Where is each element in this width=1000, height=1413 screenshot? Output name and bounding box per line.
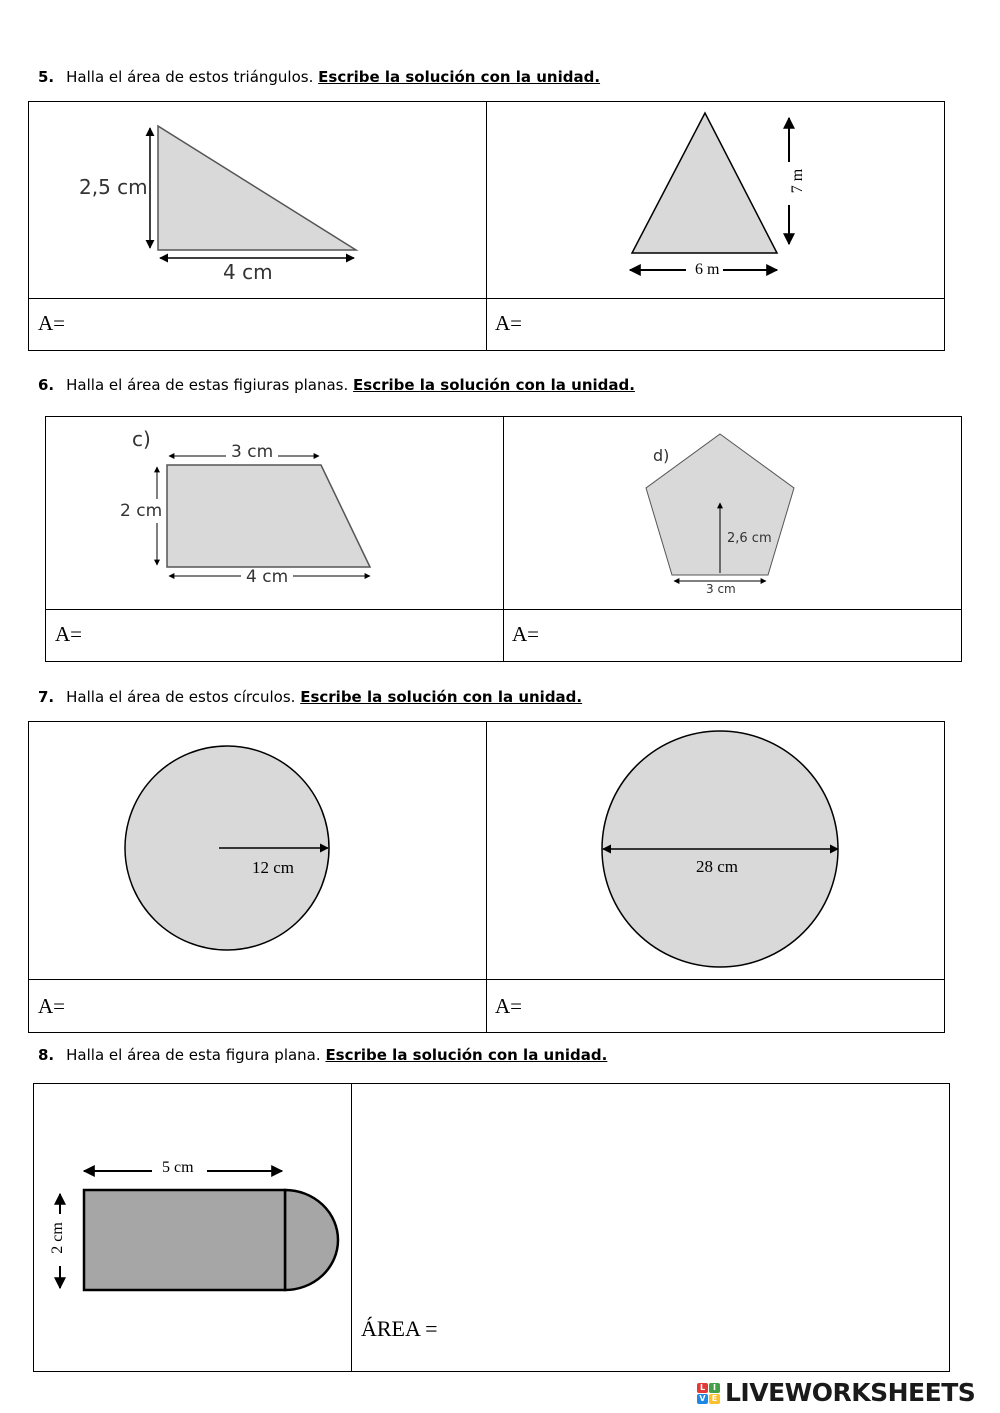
question-7-table: [28, 721, 945, 1033]
question-7-heading: [38, 688, 582, 706]
bottom-label: 4 cm: [246, 567, 289, 587]
table-divider: [46, 609, 961, 610]
table-divider: [29, 979, 944, 980]
logo-letter: I: [709, 1383, 720, 1393]
question-emphasis: Escribe la solución con la unidad.: [318, 68, 601, 86]
composite-figure: [34, 1084, 351, 1373]
question-text: Halla el área de estas figiuras planas.: [66, 376, 349, 394]
height-label: 2 cm: [49, 1222, 66, 1254]
question-5-table: [28, 101, 945, 351]
triangle-shape: [632, 113, 777, 253]
question-8-heading: [38, 1046, 607, 1064]
logo-text: LIVEWORKSHEETS: [725, 1378, 976, 1407]
figure-tag: c): [132, 427, 151, 451]
circle-radius-figure: [29, 722, 486, 979]
apothem-label: 2,6 cm: [727, 531, 772, 546]
question-text: Halla el área de esta figura plana.: [66, 1046, 321, 1064]
question-text: Halla el área de estos triángulos.: [66, 68, 314, 86]
top-label: 3 cm: [231, 442, 274, 462]
question-8-table: [33, 1083, 950, 1372]
question-number: 5.: [38, 68, 55, 86]
triangle-shape: [158, 126, 356, 250]
table-divider: [29, 298, 944, 299]
trapezoid-shape: [167, 465, 370, 567]
base-label: 4 cm: [223, 260, 273, 284]
question-emphasis: Escribe la solución con la unidad.: [353, 376, 635, 394]
question-text: Halla el área de estos círculos.: [66, 688, 296, 706]
logo-letter: L: [697, 1383, 708, 1393]
height-label: 2,5 cm: [79, 175, 148, 199]
diameter-label: 28 cm: [696, 857, 739, 876]
answer-field-right[interactable]: A=: [512, 622, 540, 646]
question-emphasis: Escribe la solución con la unidad.: [300, 688, 583, 706]
question-number: 8.: [38, 1046, 55, 1064]
question-6-heading: [38, 376, 635, 394]
question-6-table: [45, 416, 962, 662]
liveworksheets-logo: [697, 1378, 993, 1408]
table-divider: [351, 1084, 352, 1371]
side-label: 3 cm: [706, 582, 736, 596]
figure-tag: d): [653, 446, 670, 465]
question-number: 6.: [38, 376, 55, 394]
width-label: 5 cm: [162, 1159, 194, 1176]
height-label: 7 m: [789, 168, 806, 194]
answer-field-right[interactable]: A=: [495, 994, 523, 1018]
logo-letter: E: [709, 1394, 720, 1404]
logo-letter: V: [697, 1394, 708, 1404]
answer-field-left[interactable]: A=: [38, 311, 66, 335]
area-answer-field[interactable]: ÁREA =: [361, 1316, 438, 1341]
pentagon-figure: [503, 417, 963, 609]
semicircle-shape: [285, 1190, 338, 1290]
question-emphasis: Escribe la solución con la unidad.: [325, 1046, 608, 1064]
logo-icon: [697, 1383, 721, 1405]
height-label: 2 cm: [120, 501, 163, 521]
answer-field-right[interactable]: A=: [495, 311, 523, 335]
answer-field-left[interactable]: A=: [38, 994, 66, 1018]
answer-field-left[interactable]: A=: [55, 622, 83, 646]
question-5-heading: [38, 68, 600, 86]
base-label: 6 m: [695, 261, 720, 278]
question-number: 7.: [38, 688, 55, 706]
rectangle-shape: [84, 1190, 285, 1290]
radius-label: 12 cm: [252, 858, 295, 877]
circle-diameter-figure: [486, 722, 946, 979]
